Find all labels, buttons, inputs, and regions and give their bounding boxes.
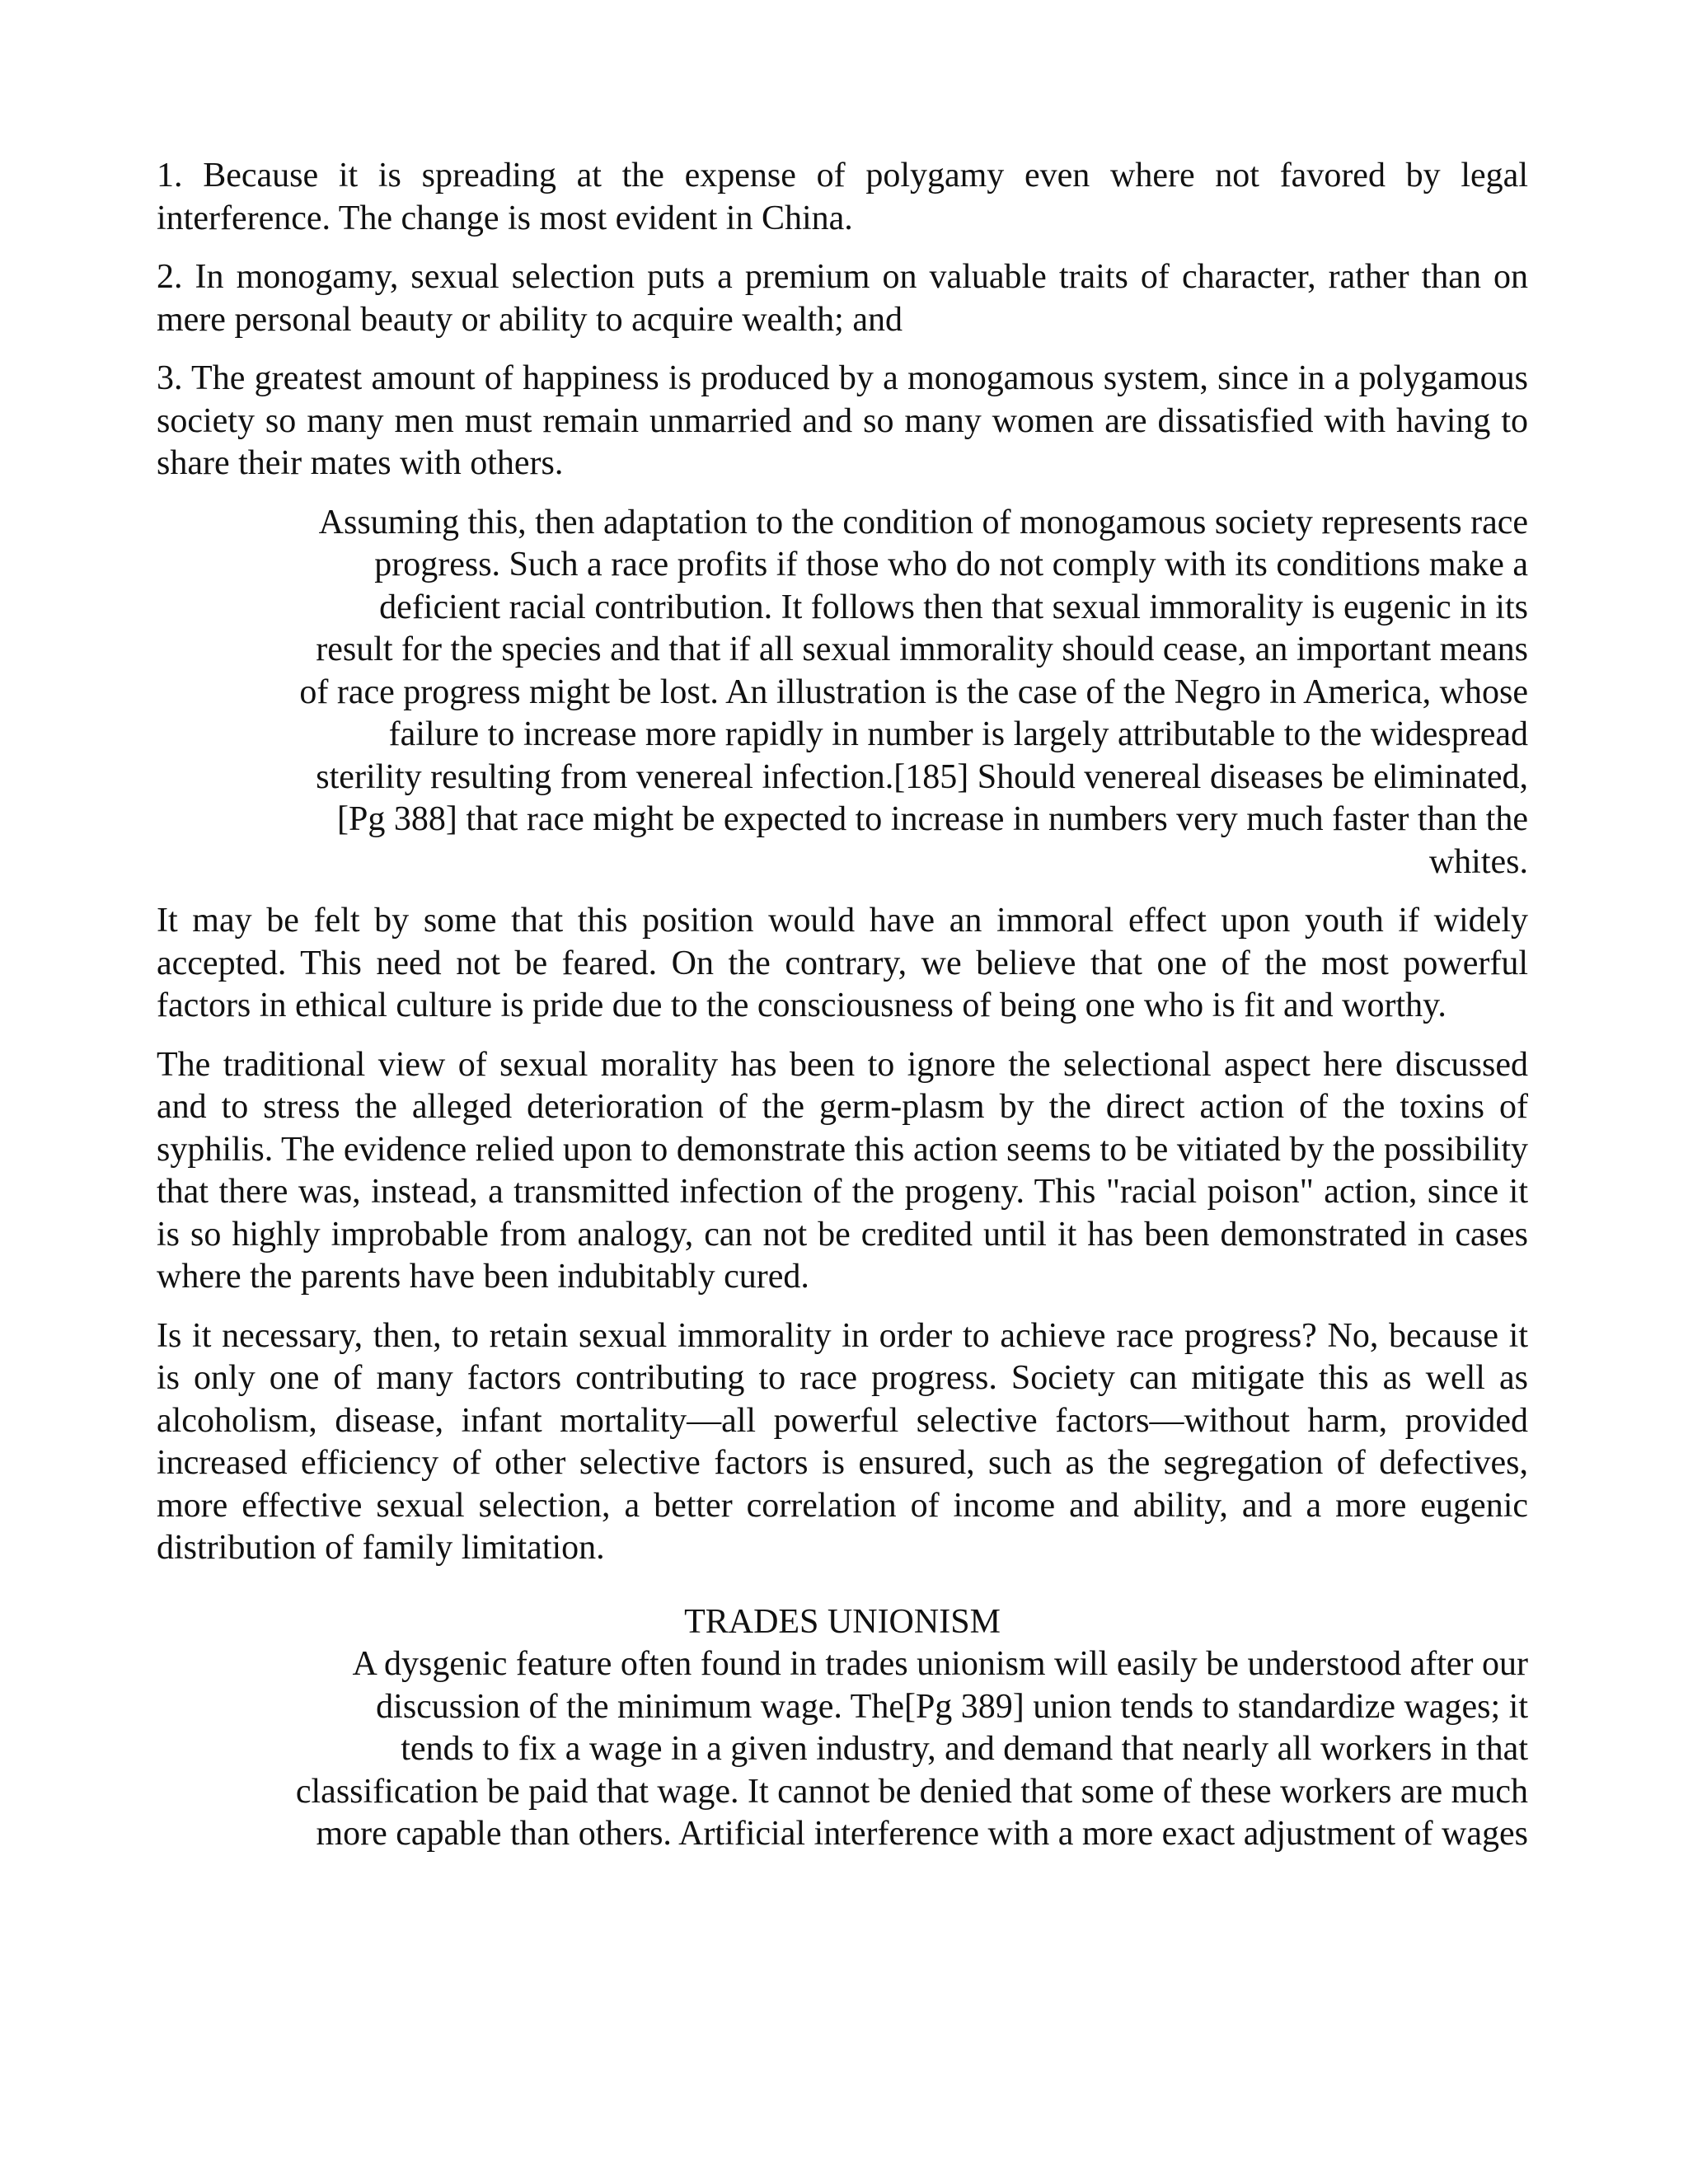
paragraph-reason-1: 1. Because it is spreading at the expense of polygamy even where not favored by legal interference. The change is most evident in China. <box>157 157 1528 237</box>
text-line: deficient racial contribution. It follows then that sexual immorality is eugenic in its <box>379 588 1528 626</box>
text-line: whites. <box>1428 842 1528 881</box>
text-line: tends to fix a wage in a given industry, and demand that nearly all workers in that <box>401 1730 1528 1768</box>
text-line: Assuming this, then adaptation to the condition of monogamous society represents race <box>318 503 1528 541</box>
text-line: discussion of the minimum wage. The[Pg 389] union tends to standardize wages; it <box>376 1687 1528 1726</box>
paragraph-assuming <box>157 502 1528 884</box>
text-line: of race progress might be lost. An illustration is the case of the Negro in America, whose <box>299 673 1528 711</box>
paragraph-immoral-effect: It may be felt by some that this position would have an immoral effect upon youth if widely accepted. This need not be feared. On the contrary, we believe that one of the most powerful factors in ethical culture is pride due to the consciousness of being one who is fit and worthy. <box>157 902 1528 1024</box>
text-line: progress. Such a race profits if those who do not comply with its conditions make a <box>374 546 1528 583</box>
text-line: result for the species and that if all sexual immorality should cease, an important means <box>316 630 1528 668</box>
text-line: more capable than others. Artificial interference with a more exact adjustment of wages <box>316 1815 1528 1853</box>
text-line: [Pg 388] that race might be expected to increase in numbers very much faster than the <box>337 800 1528 838</box>
paragraph-dysgenic-feature <box>157 1643 1528 1856</box>
text-line: A dysgenic feature often found in trades unionism will easily be understood after our <box>352 1645 1528 1683</box>
text-line: classification be paid that wage. It cannot be denied that some of these workers are much <box>295 1772 1528 1811</box>
paragraph-reason-2: 2. In monogamy, sexual selection puts a premium on valuable traits of character, rather than on mere personal beauty or ability to acquire wealth; and <box>157 258 1528 339</box>
text-line: sterility resulting from venereal infection.[185] Should venereal diseases be eliminated, <box>316 757 1528 796</box>
paragraph-is-it-necessary: Is it necessary, then, to retain sexual immorality in order to achieve race progress? No, because it is only one of many factors contributing to race progress. Society can mitigate this as well as alcoholism, disease, infant mortality—all powerful selective factors—without harm, provided increased efficiency of other selective factors is ensured, such as the segregation of defectives, more effective sexual selection, a better correlation of income and ability, and a more eugenic distribution of family limitation. <box>157 1316 1528 1567</box>
paragraph-traditional-view: The traditional view of sexual morality has been to ignore the selectional aspect here discussed and to stress the alleged deterioration of the germ-plasm by the direct action of the toxins of syphilis. The evidence relied upon to demonstrate this action seems to be vitiated by the possibility that there was, instead, a transmitted infection of the progeny. This "racial poison" action, since it is so highly improbable from analogy, can not be credited until it has been demonstrated in cases where the parents have been indubitably cured. <box>157 1045 1528 1296</box>
document-page <box>157 155 1528 1872</box>
section-heading: TRADES UNIONISM <box>684 1602 1001 1641</box>
paragraph-reason-3: 3. The greatest amount of happiness is produced by a monogamous system, since in a polygamous society so many men must remain unmarried and so many women are dissatisfied with having to share their mates with others. <box>157 359 1528 482</box>
text-line: failure to increase more rapidly in number is largely attributable to the widespread <box>388 715 1528 753</box>
